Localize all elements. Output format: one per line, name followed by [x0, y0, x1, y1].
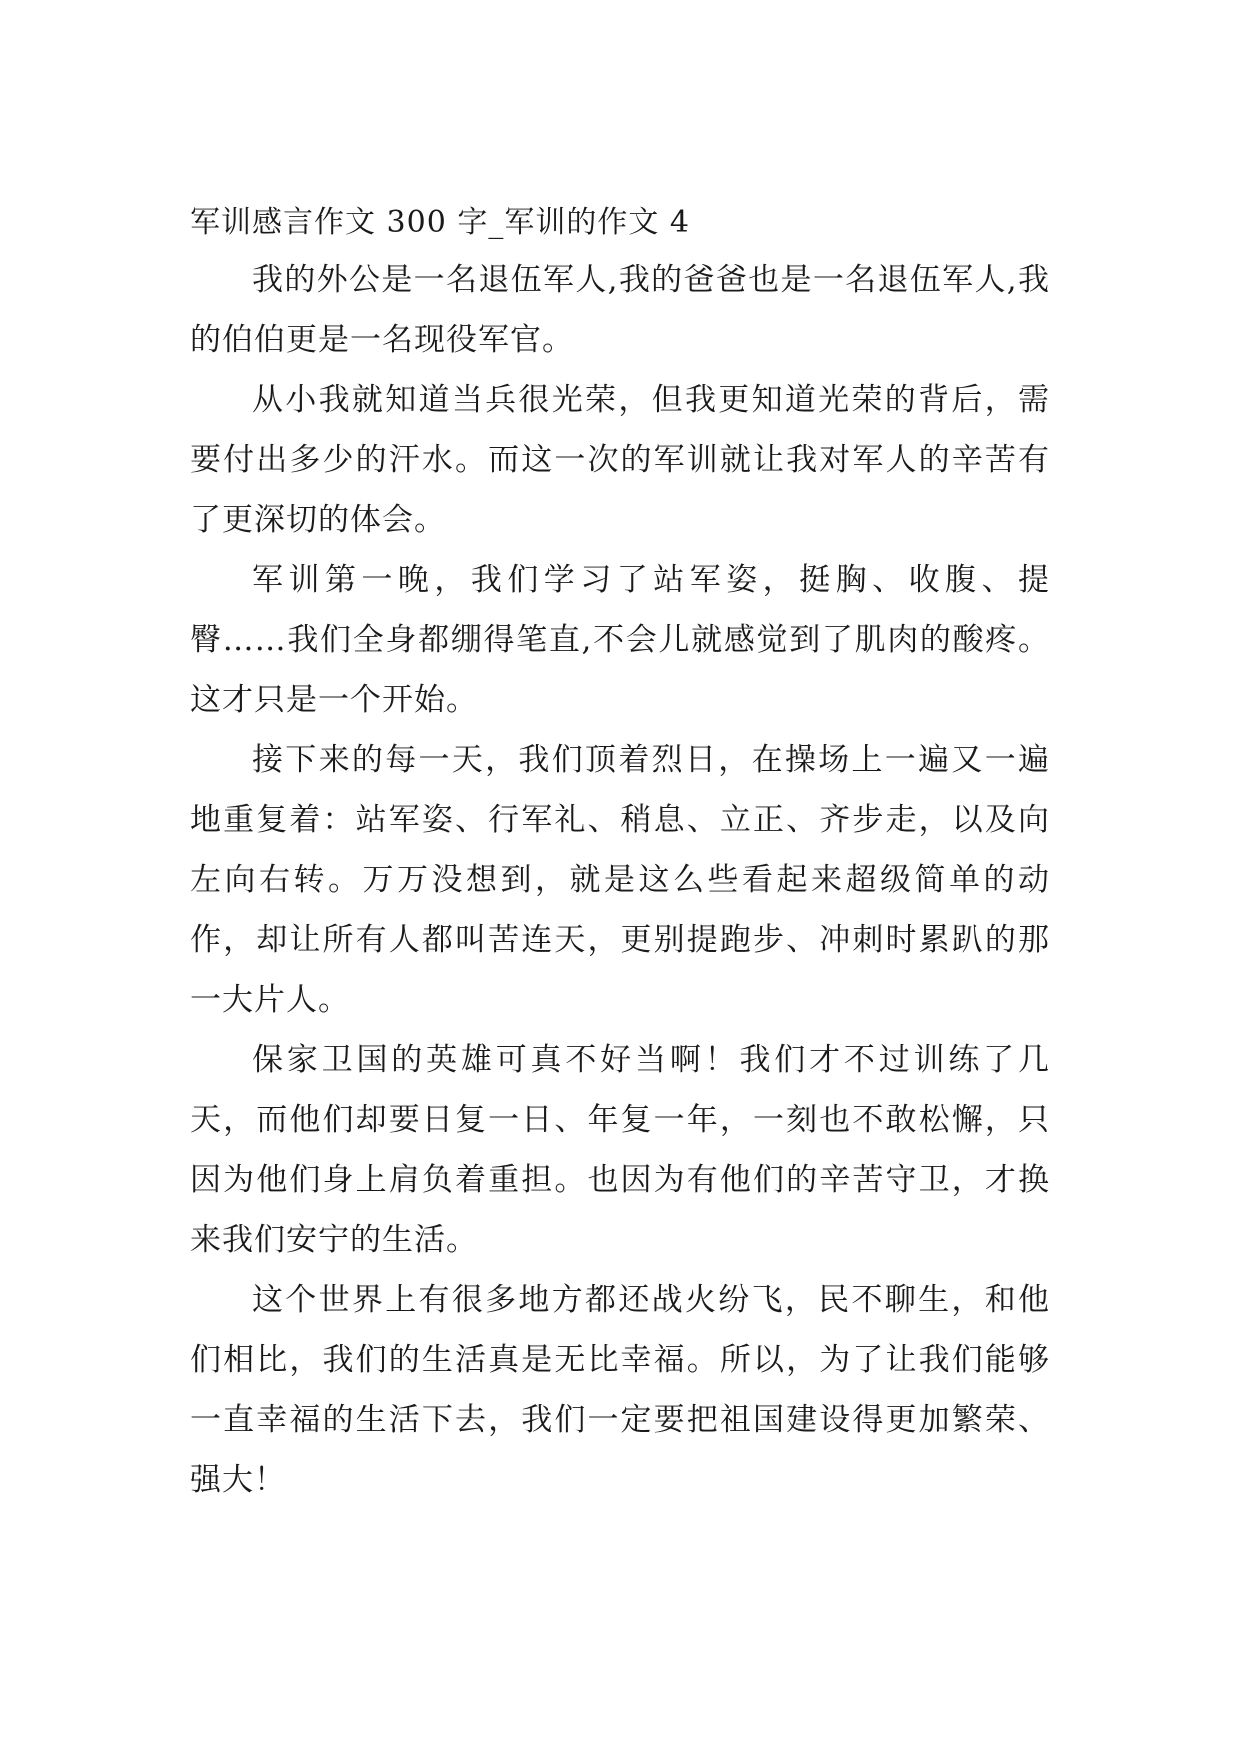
document-body [190, 196, 1050, 1510]
paragraph-5: 保家卫国的英雄可真不好当啊！我们才不过训练了几天，而他们却要日复一日、年复一年，一刻也不敢松懈，只因为他们身上肩负着重担。也因为有他们的辛苦守卫，才换来我们安宁的生活。 [190, 1042, 1050, 1258]
paragraph-3: 军训第一晚，我们学习了站军姿，挺胸、收腹、提臀……我们全身都绷得笔直,不会儿就感觉到了肌肉的酸疼。这才只是一个开始。 [190, 562, 1050, 718]
paragraph-4: 接下来的每一天，我们顶着烈日，在操场上一遍又一遍地重复着：站军姿、行军礼、稍息、立正、齐步走，以及向左向右转。万万没想到，就是这么些看起来超级简单的动作，却让所有人都叫苦连天，更别提跑步、冲刺时累趴的那一大片人。 [190, 742, 1050, 1018]
paragraph-1: 我的外公是一名退伍军人,我的爸爸也是一名退伍军人,我的伯伯更是一名现役军官。 [190, 262, 1050, 358]
document-title: 军训感言作文 300 字_军训的作文 4 [190, 205, 690, 240]
paragraph-6: 这个世界上有很多地方都还战火纷飞，民不聊生，和他们相比，我们的生活真是无比幸福。所以，为了让我们能够一直幸福的生活下去，我们一定要把祖国建设得更加繁荣、强大！ [190, 1282, 1050, 1498]
paragraph-2: 从小我就知道当兵很光荣，但我更知道光荣的背后，需要付出多少的汗水。而这一次的军训就让我对军人的辛苦有了更深切的体会。 [190, 382, 1050, 538]
